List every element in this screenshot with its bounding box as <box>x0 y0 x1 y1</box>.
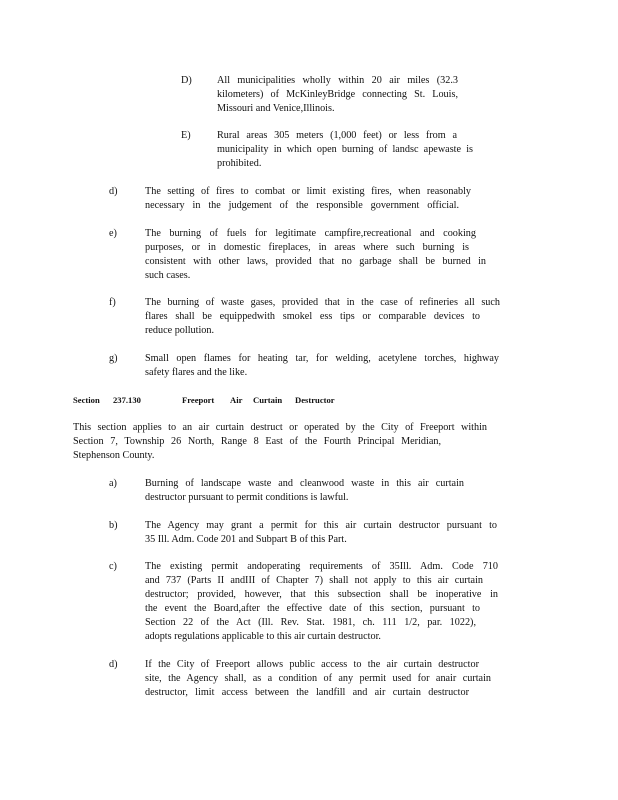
text-line: 35 Ill. Adm. Code 201 and Subpart B of this Part. <box>145 534 347 545</box>
item-text <box>145 477 464 505</box>
item-text <box>145 560 498 644</box>
item-label: f) <box>109 297 116 308</box>
item-text <box>217 74 458 116</box>
section-title-word: Curtain <box>253 395 283 405</box>
item-label: D) <box>181 75 192 86</box>
text-line: purposes, or in domestic fireplaces, in areas where such burning is <box>145 242 469 253</box>
section-title-word: Freeport <box>182 395 215 405</box>
text-line: municipality in which open burning of landsc apewaste is <box>217 144 473 155</box>
item-label: d) <box>109 186 118 197</box>
text-line: prohibited. <box>217 158 262 169</box>
text-line: destructor, limit access between the landfill and air curtain destructor <box>145 687 469 698</box>
text-line: Small open flames for heating tar, for welding, acetylene torches, highway <box>145 353 499 364</box>
section-title-word: Destructor <box>295 395 335 405</box>
text-line: adopts regulations applicable to this air curtain destructor. <box>145 631 381 642</box>
item-label: b) <box>109 520 118 531</box>
text-line: necessary in the judgement of the responsible government official. <box>145 200 459 211</box>
text-line: The burning of waste gases, provided that in the case of refineries all such <box>145 297 500 308</box>
text-line: Section 7, Township 26 North, Range 8 East of the Fourth Principal Meridian, <box>73 436 441 447</box>
text-line: Stephenson County. <box>73 450 155 461</box>
text-line: destructor; provided, however, that this subsection shall be inoperative in <box>145 589 498 600</box>
item-text <box>217 129 473 171</box>
item-text <box>145 519 497 547</box>
text-line: site, the Agency shall, as a condition of any permit used for anair curtain <box>145 673 491 684</box>
section-label: Section <box>73 395 100 405</box>
item-label: d) <box>109 659 118 670</box>
item-text <box>145 658 491 700</box>
item-text <box>145 227 486 283</box>
text-line: kilometers) of McKinleyBridge connecting St. Louis, <box>217 89 458 100</box>
text-line: the event the Board,after the effective date of this section, pursuant to <box>145 603 480 614</box>
item-label: e) <box>109 228 117 239</box>
text-line: The existing permit andoperating requirements of 35Ill. Adm. Code 710 <box>145 561 498 572</box>
item-text <box>145 296 500 338</box>
section-number: 237.130 <box>113 395 141 405</box>
text-line: such cases. <box>145 270 191 281</box>
text-line: The burning of fuels for legitimate campfire,recreational and cooking <box>145 228 476 239</box>
text-line: The Agency may grant a permit for this air curtain destructor pursuant to <box>145 520 497 531</box>
section-intro <box>73 421 487 463</box>
text-line: Burning of landscape waste and cleanwood waste in this air curtain <box>145 478 464 489</box>
text-line: and 737 (Parts II andIII of Chapter 7) shall not apply to this air curtain <box>145 575 483 586</box>
text-line: consistent with other laws, provided that no garbage shall be burned in <box>145 256 486 267</box>
item-label: c) <box>109 561 117 572</box>
text-line: reduce pollution. <box>145 325 215 336</box>
item-label: a) <box>109 478 117 489</box>
text-line: If the City of Freeport allows public access to the air curtain destructor <box>145 659 479 670</box>
text-line: This section applies to an air curtain destruct or operated by the City of Freeport within <box>73 422 487 433</box>
text-line: flares shall be equippedwith smokel ess tips or comparable devices to <box>145 311 480 322</box>
item-label: E) <box>181 130 191 141</box>
text-line: Missouri and Venice,Illinois. <box>217 103 335 114</box>
text-line: destructor pursuant to permit conditions is lawful. <box>145 492 349 503</box>
item-text <box>145 185 471 213</box>
item-label: g) <box>109 353 118 364</box>
section-title-word: Air <box>230 395 243 405</box>
text-line: The setting of fires to combat or limit existing fires, when reasonably <box>145 186 471 197</box>
text-line: Section 22 of the Act (Ill. Rev. Stat. 1981, ch. 111 1/2, par. 1022), <box>145 617 476 628</box>
text-line: safety flares and the like. <box>145 367 248 378</box>
item-text <box>145 352 499 380</box>
text-line: Rural areas 305 meters (1,000 feet) or less from a <box>217 130 457 141</box>
text-line: All municipalities wholly within 20 air miles (32.3 <box>217 75 458 86</box>
